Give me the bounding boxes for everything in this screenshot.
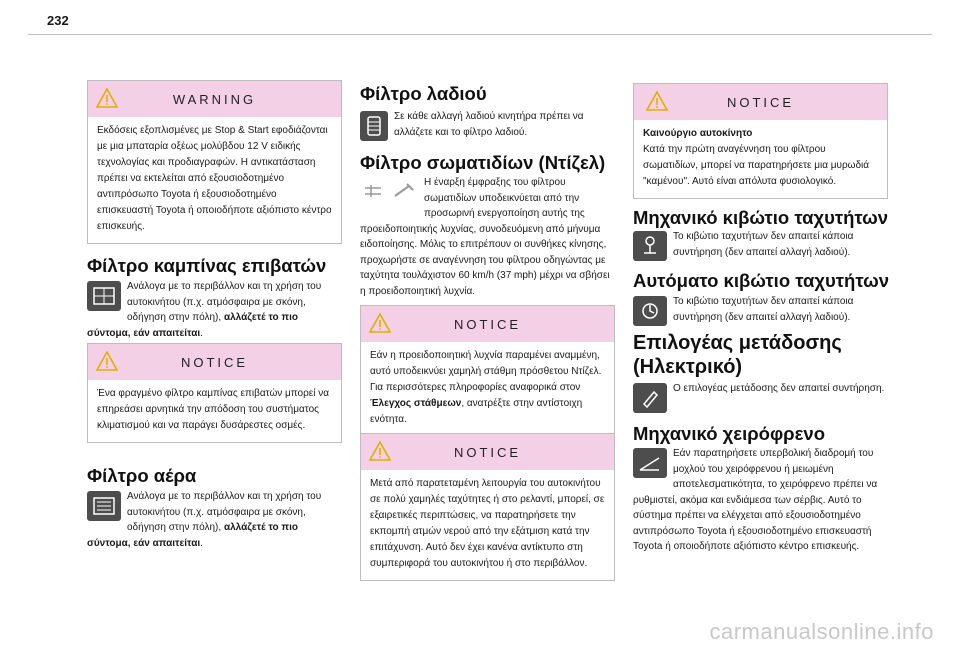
cabin-filter-icon — [87, 281, 121, 311]
notice-text-bold: Έλεγχος στάθμεων — [370, 398, 462, 409]
notice-title: NOTICE — [453, 317, 522, 332]
notice-title: NOTICE — [180, 355, 249, 370]
notice-title: NOTICE — [453, 445, 522, 460]
particle-filter-text: Η έναρξη έμφραξης του φίλτρου σωματιδίων υποδεικνύεται από την προσωρινή ενεργοποίηση αυτής της προειδοποιητικής λυχνίας, συνοδευόμενη από μήνυμα ειδοποίησης. Μόλις το επιτρέπουν οι συνθήκες κίνησης, προχωρήστε σε αναγέννηση του φίλτρου οδηγώντας με ταχύτητα τουλάχιστον 60 km/h (37 mph) μέχρι να σβήσει η προειδοποιητική λυχνία. — [360, 177, 610, 297]
cabin-filter-paragraph — [87, 279, 342, 341]
air-filter-tail: . — [200, 537, 203, 549]
oil-filter-icon — [360, 111, 388, 141]
cabin-filter-heading: Φίλτρο καμπίνας επιβατών — [87, 255, 327, 276]
notice-text: Μετά από παρατεταμένη λειτουργία του αυτοκινήτου σε πολύ χαμηλές ταχύτητες ή στο ρελαντί, μπορεί, σε εξαιρετικές περιπτώσεις, να παρατηρήσετε την εκπομπή ατμών νερού από την εξάτμιση κατά την επιτάχυνση. Αυτό δεν έχει κανένα αντίκτυπο στη συμπεριφορά του αυτοκινήτου ή στο περιβάλλον. — [370, 478, 605, 569]
cabin-filter-text: Ανάλογα με το περιβάλλον και τη χρήση του αυτοκινήτου (π.χ. ατμόσφαιρα με σκόνη, οδήγηση στην πόλη), — [127, 281, 322, 323]
auto-gearbox-heading: Αυτόματο κιβώτιο ταχυτήτων — [633, 270, 890, 291]
handbrake-paragraph — [633, 446, 888, 555]
handbrake-icon — [633, 448, 667, 478]
cabin-filter-bold: αλλάζετέ το πιο σύντομα, εάν απαιτείται — [87, 312, 298, 339]
manual-gearbox-heading: Μηχανικό κιβώτιο ταχυτήτων — [633, 207, 889, 228]
manual-gearbox-text: Το κιβώτιο ταχυτήτων δεν απαιτεί κάποια συντήρηση (δεν απαιτεί αλλαγή λαδιού). — [673, 231, 854, 258]
selector-text: Ο επιλογέας μετάδοσης δεν απαιτεί συντήρηση. — [673, 383, 885, 394]
watermark: carmanualsonline.info — [709, 619, 934, 644]
air-filter-text: Ανάλογα με το περιβάλλον και τη χρήση του αυτοκινήτου (π.χ. ατμόσφαιρα με σκόνη, οδήγηση στην πόλη), — [127, 491, 322, 533]
air-filter-icon — [87, 491, 121, 521]
selector-icon — [633, 383, 667, 413]
notice-title: NOTICE — [726, 95, 795, 110]
air-filter-bold: αλλάζετέ το πιο σύντομα, εάν απαιτείται — [87, 522, 298, 549]
selector-paragraph — [633, 381, 888, 413]
gearbox-oil-icon — [633, 296, 667, 326]
auto-gearbox-paragraph — [633, 294, 888, 326]
handbrake-text: Εάν παρατηρήσετε υπερβολική διαδρομή του μοχλού του χειρόφρενου ή μειωμένη αποτελεσματικότητα, το χειρόφρενο πρέπει να ρυθμιστεί, ακόμα και ενδιάμεσα των σέρβις. Αυτό το σύστημα πρέπει να ελέγχεται από εξουσιοδοτημένο αντιπρόσωπο Toyota ή εξουσιοδοτημένο επισκευαστή Toyota ή οποιοδήποτε αξιόπιστο κέντρο επισκευής. — [633, 448, 878, 552]
air-filter-heading: Φίλτρο αέρα — [87, 465, 197, 486]
handbrake-heading: Μηχανικό χειρόφρενο — [633, 423, 826, 444]
warning-box — [87, 80, 342, 244]
air-filter-paragraph — [87, 489, 342, 551]
cabin-filter-tail: . — [200, 327, 203, 339]
manual-gearbox-paragraph — [633, 229, 888, 261]
header-divider — [28, 34, 932, 35]
oil-filter-paragraph — [360, 109, 615, 141]
gear-shift-icon — [633, 231, 667, 261]
notice-text-main: Εάν η προειδοποιητική λυχνία παραμένει αναμμένη, αυτό υποδεικνύει χαμηλή στάθμη πρόσθετου Ντίζελ. Για περισσότερες πληροφορίες αναφορικά στον — [370, 350, 602, 393]
page-number: 232 — [47, 13, 69, 28]
notice-subtitle: Καινούργιο αυτοκίνητο — [643, 128, 753, 139]
oil-filter-text: Σε κάθε αλλαγή λαδιού κινητήρα πρέπει να αλλάζετε και το φίλτρο λαδιού. — [394, 111, 584, 138]
warning-title: WARNING — [172, 92, 257, 107]
notice-text — [361, 342, 614, 436]
exhaust-notice-box — [360, 433, 615, 581]
selector-heading-sub: (Ηλεκτρικό) — [633, 356, 743, 378]
particle-filter-heading: Φίλτρο σωματιδίων (Ντίζελ) — [360, 152, 606, 173]
particle-filter-paragraph — [360, 175, 615, 299]
auto-gearbox-text: Το κιβώτιο ταχυτήτων δεν απαιτεί κάποια συντήρηση (δεν απαιτεί αλλαγή λαδιού). — [673, 296, 854, 323]
notice-text-tail: , ανατρέξτε στην αντίστοιχη ενότητα. — [370, 398, 583, 425]
selector-heading: Επιλογέας μετάδοσης — [633, 332, 842, 354]
notice-text: Ένα φραγμένο φίλτρο καμπίνας επιβατών μπορεί να επηρεάσει αρνητικά την απόδοση του συστήματος κλιματισμού και να παράγει δυσάρεστες οσμές. — [97, 388, 330, 431]
particle-filter-icon — [360, 177, 418, 207]
warning-text: Εκδόσεις εξοπλισμένες με Stop & Start εφοδιάζονται με μια μπαταρία οξέως μολύβδου 12 V ειδικής τεχνολογίας και προδιαγραφών. Η αντικατάσταση πρέπει να εκτελείται από εξουσιοδοτημένο αντιπρόσωπο Toyota ή εξουσιοδοτημένο επισκευαστή Toyota ή οποιοδήποτε αξιόπιστο κέντρο επισκευής. — [97, 125, 332, 232]
new-vehicle-notice-box — [633, 83, 888, 199]
particle-notice-box — [360, 305, 615, 437]
notice-text: Κατά την πρώτη αναγέννηση του φίλτρου σωματιδίων, μπορεί να παρατηρήσετε μια μυρωδιά "καμένου". Αυτό είναι απόλυτα φυσιολογικό. — [643, 144, 870, 187]
cabin-notice-box — [87, 343, 342, 443]
oil-filter-heading: Φίλτρο λαδιού — [360, 83, 487, 104]
